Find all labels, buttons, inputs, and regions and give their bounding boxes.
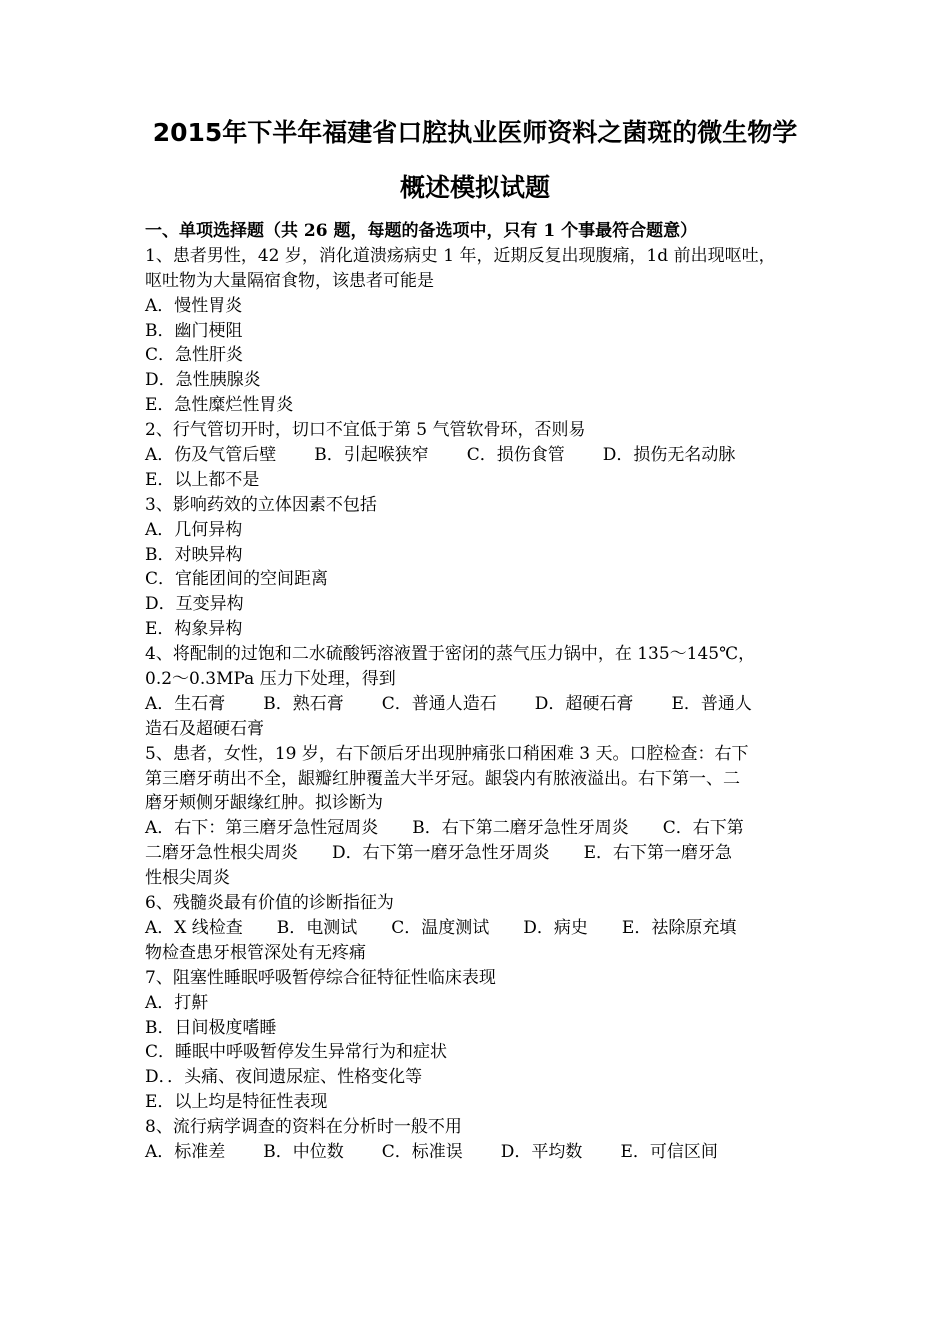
answer-option: E．以上都不是 [145,469,260,490]
answer-option-row [145,692,825,717]
question-stem: 呕吐物为大量隔宿食物，该患者可能是 [145,270,434,291]
answer-option: D．超硬石膏 [534,693,634,714]
answer-option: C．睡眠中呼吸暂停发生异常行为和症状 [145,1042,448,1063]
question-stem: 磨牙颊侧牙龈缘红肿。拟诊断为 [145,793,383,814]
answer-option: C．官能团间的空间距离 [145,569,329,590]
answer-option: D．平均数 [500,1141,583,1162]
answer-option-line: 性根尖周炎 [145,868,230,889]
document-title-line-2: 概述模拟试题 [399,173,550,202]
answer-option: A．几何异构 [145,519,243,540]
answer-option: E．构象异构 [145,619,243,640]
answer-option: B．日间极度嗜睡 [145,1017,277,1038]
document-title-line-1: 2015年下半年福建省口腔执业医师资料之菌斑的微生物学 [152,118,798,147]
answer-option: 造石及超硬石膏 [145,718,264,739]
section-heading: 一、单项选择题（共 26 题，每题的备选项中，只有 1 个事最符合题意） [145,221,698,241]
question-stem: 6、残髓炎最有价值的诊断指征为 [145,893,394,914]
question-stem: 5、患者，女性，19 岁，右下颌后牙出现肿痛张口稍困难 3 天。口腔检查：右下 [145,743,749,764]
answer-option: B．幽门梗阻 [145,320,243,341]
answer-option: E．以上均是特征性表现 [145,1092,328,1113]
answer-option: A．伤及气管后壁 [145,445,277,466]
answer-option: B．中位数 [263,1141,344,1162]
question-stem: 3、影响药效的立体因素不包括 [145,494,377,515]
document-body [145,219,825,1165]
answer-option-line: A．X 线检查 B．电测试 C．温度测试 D．病史 E．祛除原充填 [145,917,737,938]
question-stem: 8、流行病学调查的资料在分析时一般不用 [145,1117,462,1138]
answer-option: B．对映异构 [145,544,243,565]
answer-option: A．打鼾 [145,992,209,1013]
question-stem: 第三磨牙萌出不全，龈瓣红肿覆盖大半牙冠。龈袋内有脓液溢出。右下第一、二 [145,768,740,789]
answer-option: E．可信区间 [620,1141,718,1162]
answer-option: D．互变异构 [145,594,244,615]
answer-option-line: 物检查患牙根管深处有无疼痛 [145,942,366,963]
answer-option: D．损伤无名动脉 [602,445,736,466]
answer-option: C．损伤食管 [466,445,565,466]
answer-option: A．慢性胃炎 [145,295,243,316]
question-stem: 1、患者男性，42 岁，消化道溃疡病史 1 年，近期反复出现腹痛，1d 前出现呕吐， [145,245,776,266]
answer-option: C．普通人造石 [381,693,497,714]
answer-option-line: A．右下：第三磨牙急性冠周炎 B．右下第二磨牙急性牙周炎 C．右下第 [145,818,744,839]
question-stem: 4、将配制的过饱和二水硫酸钙溶液置于密闭的蒸气压力锅中，在 135～145℃， [145,644,756,665]
answer-option: B．引起喉狭窄 [314,445,429,466]
question-stem: 7、阻塞性睡眠呼吸暂停综合征特征性临床表现 [145,967,496,988]
answer-option-line: 二磨牙急性根尖周炎 D．右下第一磨牙急性牙周炎 E．右下第一磨牙急 [145,843,733,864]
answer-option: A．生石膏 [145,693,226,714]
answer-option: A．标准差 [145,1141,226,1162]
answer-option-row [145,443,825,468]
answer-option: E．急性糜烂性胃炎 [145,395,294,416]
question-stem: 0.2～0.3MPa 压力下处理，得到 [145,669,396,690]
answer-option: C．标准误 [381,1141,463,1162]
answer-option: B．熟石膏 [263,693,344,714]
answer-option: E．普通人 [671,693,752,714]
answer-option: D．急性胰腺炎 [145,370,261,391]
question-stem: 2、行气管切开时，切口不宜低于第 5 气管软骨环，否则易 [145,420,586,441]
answer-option-row [145,1140,825,1165]
answer-option: C．急性肝炎 [145,345,244,366]
answer-option: D．．头痛、夜间遗尿症、性格变化等 [145,1067,423,1088]
